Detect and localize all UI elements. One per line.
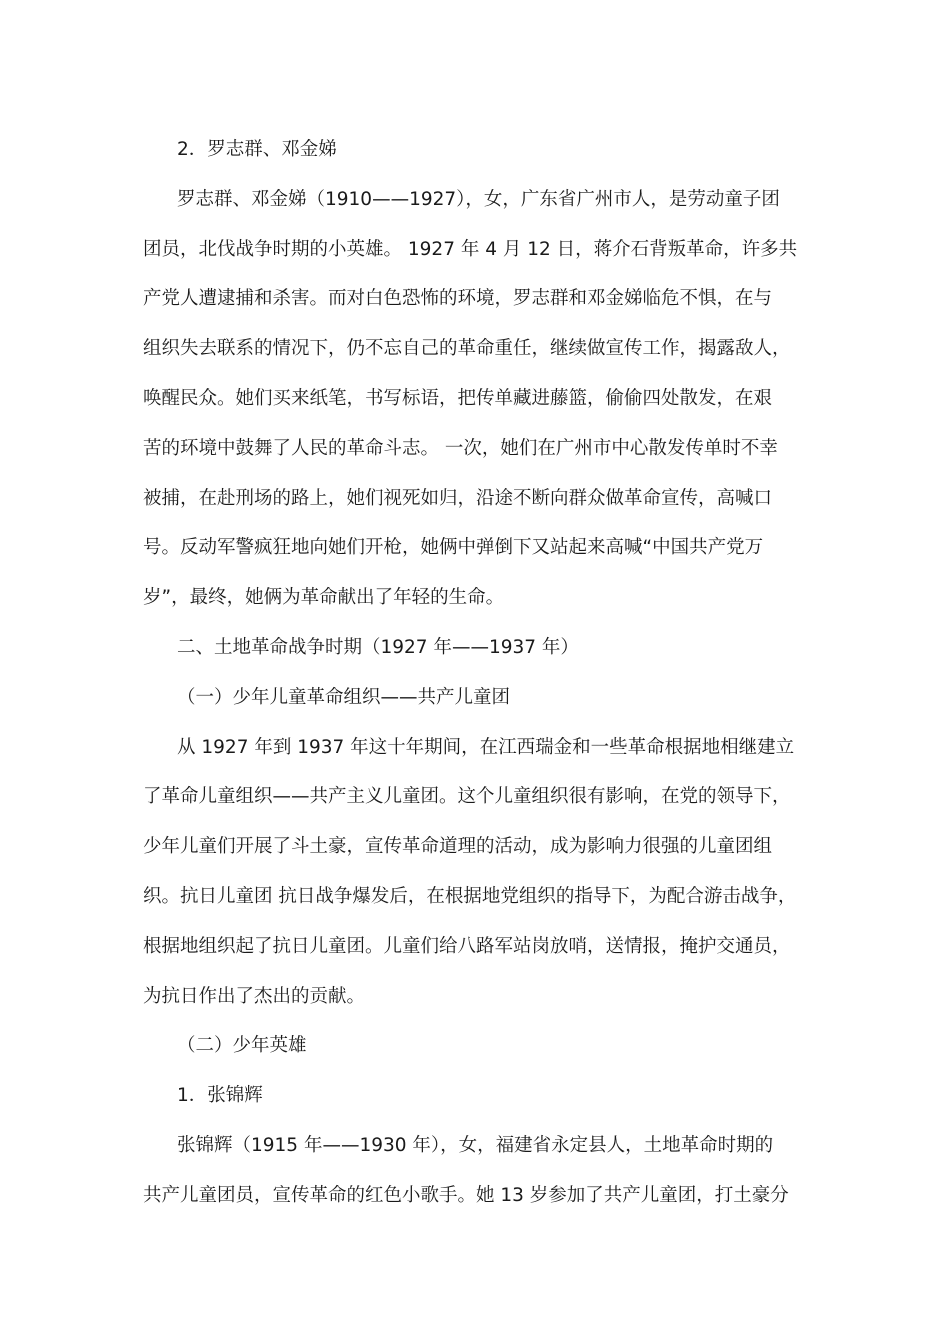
paragraph-line: 罗志群、邓金娣（1910——1927），女，广东省广州市人，是劳动童子团 [177, 188, 780, 210]
section-heading-land-revolution: 二、土地革命战争时期（1927 年——1937 年） [177, 636, 579, 658]
paragraph-line: 为抗日作出了杰出的贡献。 [143, 985, 366, 1007]
subsection-heading-young-heroes: （二）少年英雄 [177, 1035, 307, 1057]
heading-luo-deng: 2．罗志群、邓金娣 [177, 139, 337, 160]
paragraph-line: 组织失去联系的情况下，仍不忘自己的革命重任，继续做宣传工作，揭露敌人， [143, 338, 791, 360]
paragraph-line: 共产儿童团员，宣传革命的红色小歌手。她 13 岁参加了共产儿童团，打土豪分 [143, 1184, 789, 1206]
paragraph-line: 被捕，在赴刑场的路上，她们视死如归，沿途不断向群众做革命宣传，高喊口 [143, 487, 773, 509]
paragraph-line: 号。反动军警疯狂地向她们开枪，她俩中弹倒下又站起来高喊“中国共产党万 [143, 537, 764, 559]
paragraph-line: 少年儿童们开展了斗土豪，宣传革命道理的活动，成为影响力很强的儿童团组 [143, 836, 773, 858]
paragraph-line: 团员，北伐战争时期的小英雄。 1927 年 4 月 12 日，蒋介石背叛革命，许多共 [143, 238, 798, 260]
subsection-heading-children-corps: （一）少年儿童革命组织——共产儿童团 [177, 686, 511, 708]
paragraph-line: 岁”，最终，她俩为革命献出了年轻的生命。 [143, 587, 505, 609]
paragraph-line: 从 1927 年到 1937 年这十年期间，在江西瑞金和一些革命根据地相继建立 [177, 736, 795, 758]
paragraph-line: 张锦辉（1915 年——1930 年），女，福建省永定县人，土地革命时期的 [177, 1134, 774, 1156]
paragraph-line: 织。抗日儿童团 抗日战争爆发后，在根据地党组织的指导下，为配合游击战争， [143, 885, 797, 907]
document-body [143, 125, 813, 1221]
paragraph-line: 唤醒民众。她们买来纸笔，书写标语，把传单藏进藤篮，偷偷四处散发，在艰 [143, 387, 773, 409]
paragraph-line: 根据地组织起了抗日儿童团。儿童们给八路军站岗放哨，送情报，掩护交通员， [143, 935, 791, 957]
paragraph-line: 产党人遭逮捕和杀害。而对白色恐怖的环境，罗志群和邓金娣临危不惧，在与 [143, 288, 773, 310]
paragraph-line: 了革命儿童组织——共产主义儿童团。这个儿童组织很有影响，在党的领导下， [143, 786, 791, 808]
heading-zhang-jinhui: 1．张锦辉 [177, 1085, 263, 1107]
paragraph-line: 苦的环境中鼓舞了人民的革命斗志。 一次，她们在广州市中心散发传单时不幸 [143, 437, 778, 459]
